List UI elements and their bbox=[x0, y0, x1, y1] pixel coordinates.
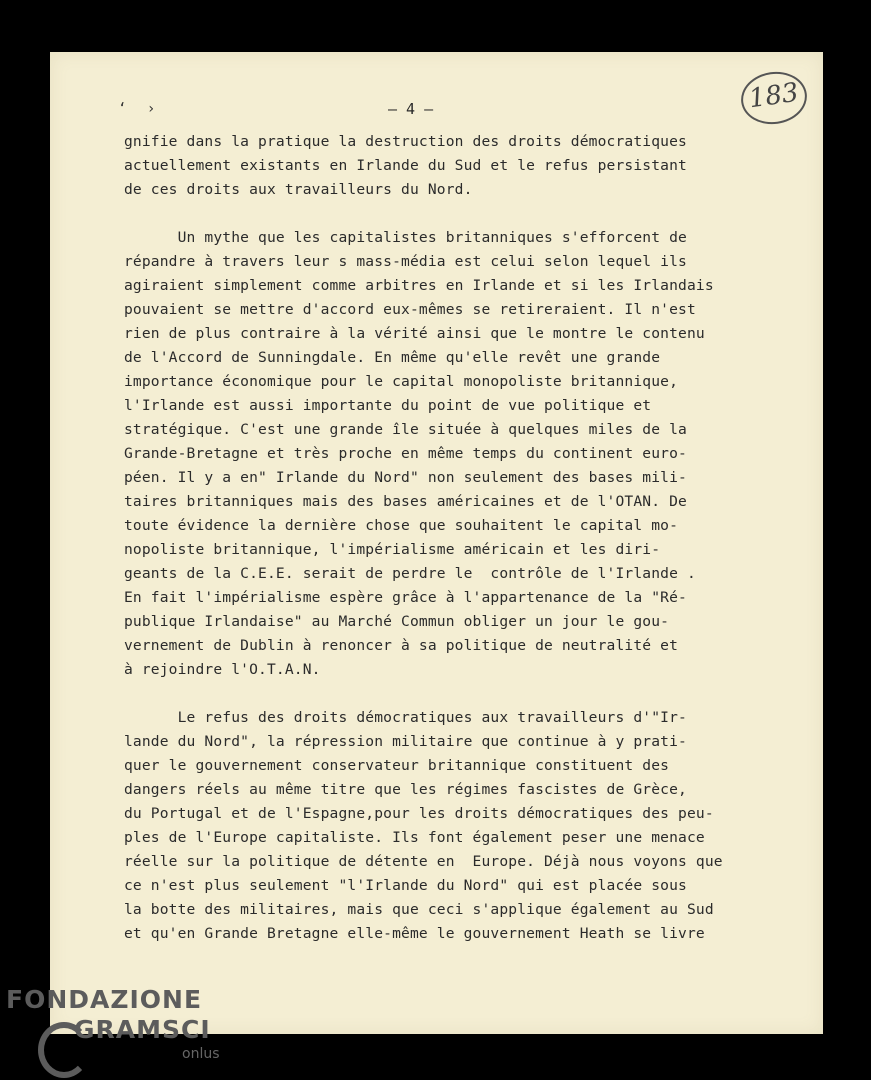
logo-line-3: onlus bbox=[182, 1046, 220, 1062]
text-line: quer le gouvernement conservateur britannique constituent des bbox=[124, 757, 670, 774]
text-line: ples de l'Europe capitaliste. Ils font également peser une menace bbox=[124, 829, 705, 846]
text-line: nopoliste britannique, l'impérialisme américain et les diri- bbox=[124, 541, 661, 558]
text-line: agiraient simplement comme arbitres en Irlande et si les Irlandais bbox=[124, 277, 714, 294]
text-line: de ces droits aux travailleurs du Nord. bbox=[124, 181, 473, 198]
text-line: vernement de Dublin à renoncer à sa politique de neutralité et bbox=[124, 637, 679, 654]
text-line: Un mythe que les capitalistes britanniques s'efforcent de bbox=[124, 229, 687, 246]
text-line: à rejoindre l'O.T.A.N. bbox=[124, 661, 321, 678]
text-line: taires britanniques mais des bases américaines et de l'OTAN. De bbox=[124, 493, 687, 510]
text-line: ce n'est plus seulement "l'Irlande du Nord" qui est placée sous bbox=[124, 877, 687, 894]
text-line: En fait l'impérialisme espère grâce à l'appartenance de la "Ré- bbox=[124, 589, 687, 606]
text-line: stratégique. C'est une grande île située à quelques miles de la bbox=[124, 421, 687, 438]
text-line: dangers réels au même titre que les régimes fascistes de Grèce, bbox=[124, 781, 687, 798]
text-line: actuellement existants en Irlande du Sud et le refus persistant bbox=[124, 157, 687, 174]
text-line: Grande-Bretagne et très proche en même temps du continent euro- bbox=[124, 445, 687, 462]
corner-marks: ‘ › bbox=[118, 101, 162, 117]
text-line: gnifie dans la pratique la destruction des droits démocratiques bbox=[124, 133, 687, 150]
logo-g-icon bbox=[38, 1022, 90, 1078]
logo-line-1: FONDAZIONE bbox=[6, 985, 203, 1014]
text-line: péen. Il y a en" Irlande du Nord" non seulement des bases mili- bbox=[124, 469, 687, 486]
text-line: de l'Accord de Sunningdale. En même qu'elle revêt une grande bbox=[124, 349, 661, 366]
logo-line-2: GRAMSCI bbox=[74, 1015, 211, 1044]
page-number: – 4 – bbox=[388, 100, 434, 118]
text-line: lande du Nord", la répression militaire que continue à y prati- bbox=[124, 733, 687, 750]
text-line: l'Irlande est aussi importante du point de vue politique et bbox=[124, 397, 652, 414]
text-line: et qu'en Grande Bretagne elle-même le gouvernement Heath se livre bbox=[124, 925, 705, 942]
text-line: réelle sur la politique de détente en Europe. Déjà nous voyons que bbox=[124, 853, 723, 870]
text-line: geants de la C.E.E. serait de perdre le contrôle de l'Irlande . bbox=[124, 565, 696, 582]
text-line: rien de plus contraire à la vérité ainsi que le montre le contenu bbox=[124, 325, 705, 342]
text-line: pouvaient se mettre d'accord eux-mêmes se retireraient. Il n'est bbox=[124, 301, 696, 318]
text-line: du Portugal et de l'Espagne,pour les droits démocratiques des peu- bbox=[124, 805, 714, 822]
text-line: publique Irlandaise" au Marché Commun obliger un jour le gou- bbox=[124, 613, 670, 630]
text-line: importance économique pour le capital monopoliste britannique, bbox=[124, 373, 679, 390]
text-line: Le refus des droits démocratiques aux travailleurs d'"Ir- bbox=[124, 709, 687, 726]
stamp-number: 183 bbox=[747, 77, 801, 115]
text-line: répandre à travers leur s mass-média est celui selon lequel ils bbox=[124, 253, 687, 270]
text-line: toute évidence la dernière chose que souhaitent le capital mo- bbox=[124, 517, 679, 534]
text-line: la botte des militaires, mais que ceci s'applique également au Sud bbox=[124, 901, 714, 918]
